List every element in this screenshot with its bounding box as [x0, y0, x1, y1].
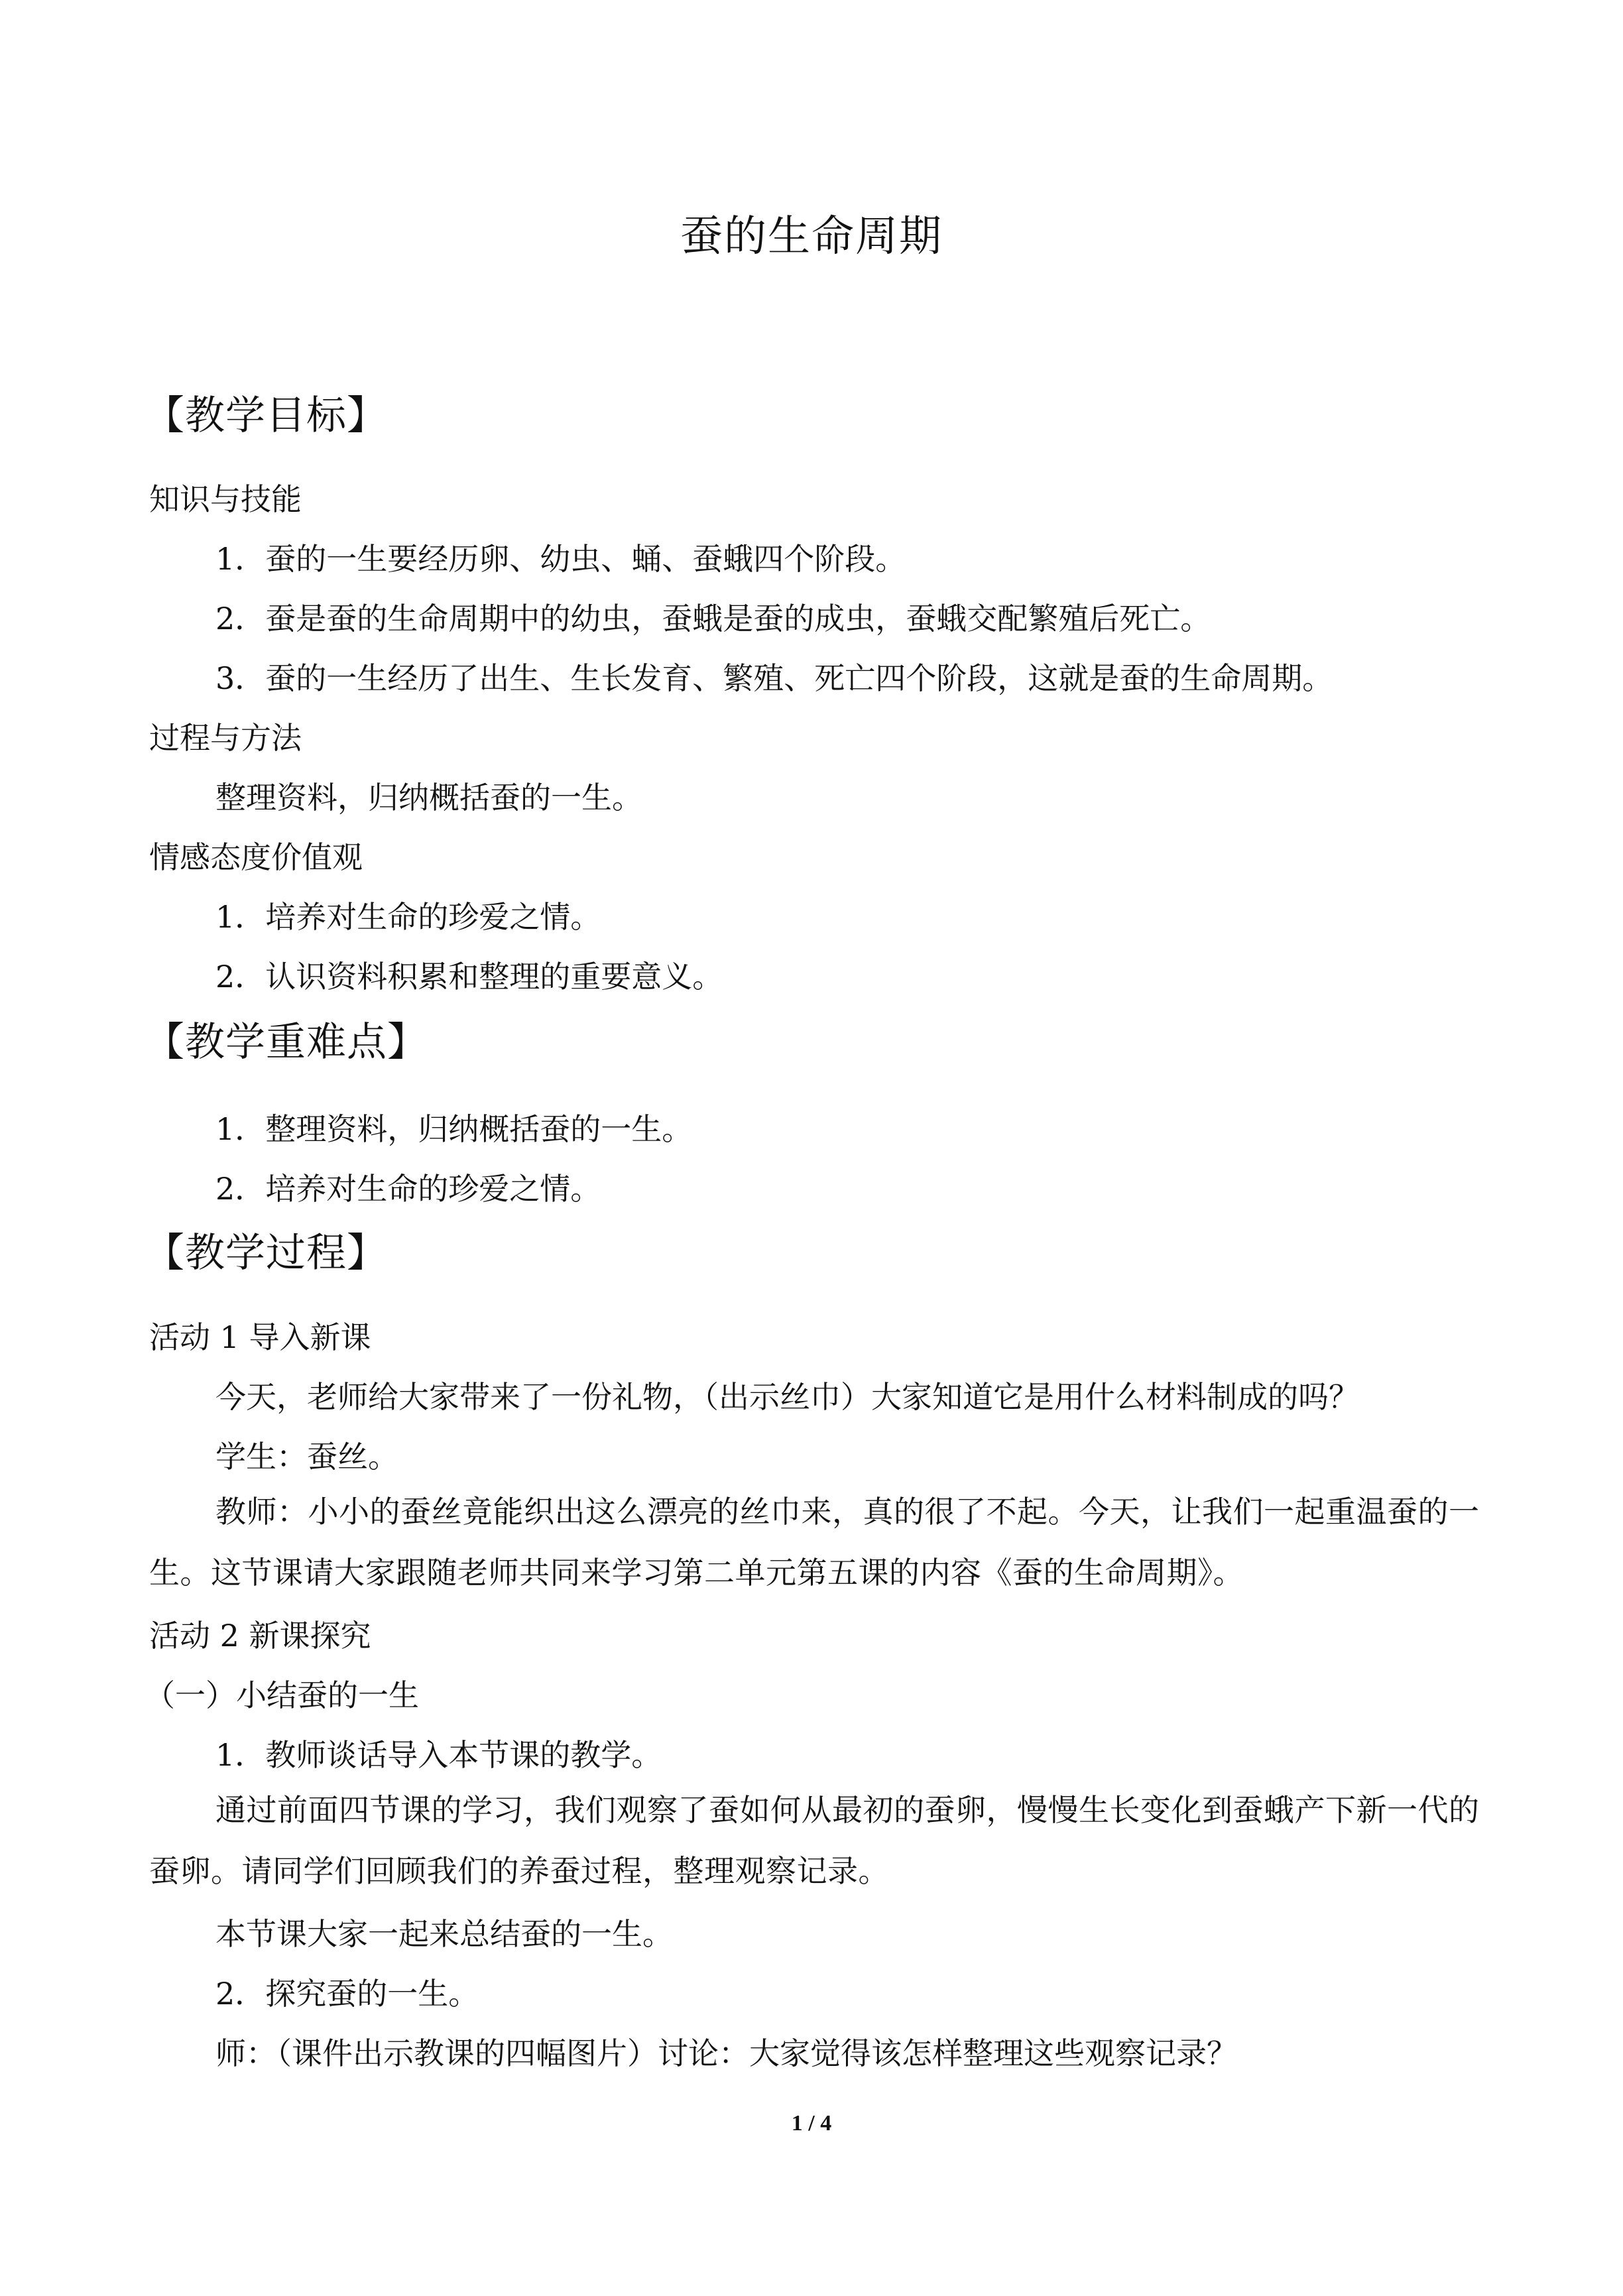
- list-item: 1．培养对生命的珍爱之情。: [215, 899, 601, 935]
- paragraph: 本节课大家一起来总结蚕的一生。: [215, 1916, 673, 1952]
- paragraph: 学生：蚕丝。: [215, 1439, 398, 1475]
- section-heading-process: 【教学过程】: [145, 1230, 387, 1276]
- list-item: 整理资料，归纳概括蚕的一生。: [215, 780, 642, 816]
- subheading-activity-2: 活动 2 新课探究: [149, 1618, 371, 1654]
- list-item: 2．培养对生命的珍爱之情。: [215, 1171, 601, 1207]
- paragraph: 教师：小小的蚕丝竟能织出这么漂亮的丝巾来，真的很了不起。今天，让我们一起重温蚕的一生。这节课请大家跟随老师共同来学习第二单元第五课的内容《蚕的生命周期》。: [149, 1494, 1480, 1591]
- paragraph: 2．探究蚕的一生。: [215, 1976, 479, 2012]
- subheading-process: 过程与方法: [149, 720, 302, 756]
- section-heading-key-points: 【教学重难点】: [145, 1019, 428, 1065]
- subheading-attitude: 情感态度价值观: [149, 839, 363, 875]
- list-item: 3．蚕的一生经历了出生、生长发育、繁殖、死亡四个阶段，这就是蚕的生命周期。: [215, 660, 1333, 696]
- paragraph: 1．教师谈话导入本节课的教学。: [215, 1737, 662, 1773]
- paragraph: 师：（课件出示教课的四幅图片）讨论：大家觉得该怎样整理这些观察记录？: [215, 2035, 1237, 2071]
- list-item: 2．认识资料积累和整理的重要意义。: [215, 959, 723, 995]
- list-item: 1．蚕的一生要经历卵、幼虫、蛹、蚕蛾四个阶段。: [215, 541, 906, 577]
- list-item: 1．整理资料，归纳概括蚕的一生。: [215, 1111, 693, 1147]
- section-heading-objectives: 【教学目标】: [145, 393, 387, 439]
- subheading-part-1: （一）小结蚕的一生: [145, 1677, 419, 1713]
- page-number: 1 / 4: [791, 2111, 832, 2136]
- paragraph: 今天，老师给大家带来了一份礼物，（出示丝巾）大家知道它是用什么材料制成的吗？: [215, 1379, 1359, 1415]
- subheading-activity-1: 活动 1 导入新课: [149, 1319, 371, 1355]
- document-title: 蚕的生命周期: [680, 212, 943, 261]
- paragraph: 通过前面四节课的学习，我们观察了蚕如何从最初的蚕卵，慢慢生长变化到蚕蛾产下新一代的蚕卵。请同学们回顾我们的养蚕过程，整理观察记录。: [149, 1792, 1480, 1889]
- list-item: 2．蚕是蚕的生命周期中的幼虫，蚕蛾是蚕的成虫，蚕蛾交配繁殖后死亡。: [215, 601, 1211, 636]
- subheading-knowledge: 知识与技能: [149, 481, 302, 517]
